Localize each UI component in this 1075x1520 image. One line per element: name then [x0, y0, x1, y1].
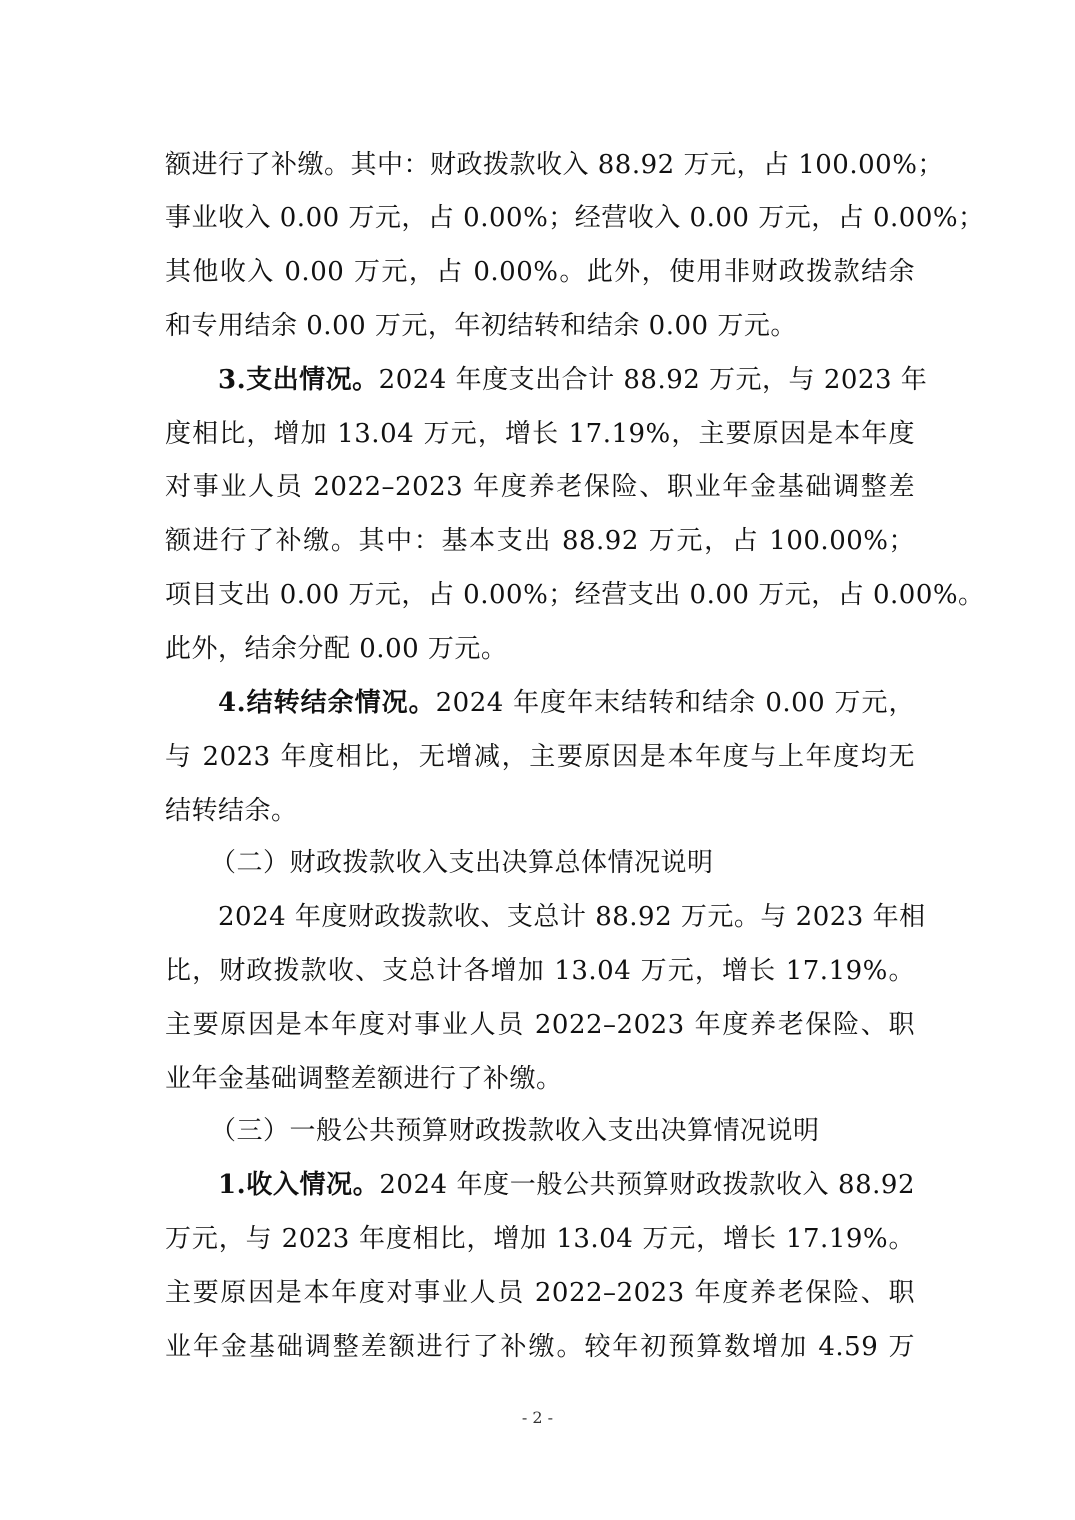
body-line: 其他收入 0.00 万元，占 0.00%。此外，使用非财政拨款结余 — [165, 257, 915, 287]
body-line: 度相比，增加 13.04 万元，增长 17.19%，主要原因是本年度 — [165, 419, 915, 449]
body-line: 万元，与 2023 年度相比，增加 13.04 万元，增长 17.19%。 — [165, 1224, 915, 1254]
body-line: 与 2023 年度相比，无增减，主要原因是本年度与上年度均无 — [165, 742, 915, 772]
balance-heading: 4.结转结余情况。 — [218, 688, 436, 718]
body-line: 比，财政拨款收、支总计各增加 13.04 万元，增长 17.19%。 — [165, 956, 915, 986]
body-line: 对事业人员 2022–2023 年度养老保险、职业年金基础调整差 — [165, 472, 915, 502]
expenditure-first-line-text: 2024 年度支出合计 88.92 万元，与 2023 年 — [378, 365, 928, 395]
body-line: 和专用结余 0.00 万元，年初结转和结余 0.00 万元。 — [165, 311, 797, 341]
body-line: 额进行了补缴。其中：财政拨款收入 88.92 万元，占 100.00%； — [165, 150, 944, 180]
income-heading: 1.收入情况。 — [218, 1170, 380, 1200]
section-two-title: （二）财政拨款收入支出决算总体情况说明 — [210, 848, 714, 878]
income-first-line-text: 2024 年度一般公共预算财政拨款收入 88.92 — [379, 1170, 915, 1200]
body-line: 业年金基础调整差额进行了补缴。较年初预算数增加 4.59 万 — [165, 1332, 915, 1362]
balance-first-line — [218, 686, 915, 720]
body-line: 事业收入 0.00 万元，占 0.00%；经营收入 0.00 万元，占 0.00%； — [165, 203, 985, 233]
expenditure-heading: 3.支出情况。 — [218, 365, 379, 395]
income-first-line — [218, 1168, 915, 1202]
body-line: 此外，结余分配 0.00 万元。 — [165, 634, 508, 664]
body-line: 主要原因是本年度对事业人员 2022–2023 年度养老保险、职 — [165, 1278, 915, 1308]
body-line: 主要原因是本年度对事业人员 2022–2023 年度养老保险、职 — [165, 1010, 915, 1040]
body-line: 2024 年度财政拨款收、支总计 88.92 万元。与 2023 年相 — [218, 902, 926, 932]
body-line: 额进行了补缴。其中：基本支出 88.92 万元，占 100.00%； — [165, 526, 915, 556]
balance-first-line-text: 2024 年度年末结转和结余 0.00 万元， — [435, 688, 915, 718]
section-three-title: （三）一般公共预算财政拨款收入支出决算情况说明 — [210, 1116, 820, 1146]
body-line: 业年金基础调整差额进行了补缴。 — [165, 1064, 563, 1094]
page-number: - 2 - — [521, 1408, 554, 1427]
expenditure-first-line — [218, 363, 928, 397]
body-line: 项目支出 0.00 万元，占 0.00%；经营支出 0.00 万元，占 0.00%。 — [165, 580, 985, 610]
body-line: 结转结余。 — [165, 796, 298, 826]
